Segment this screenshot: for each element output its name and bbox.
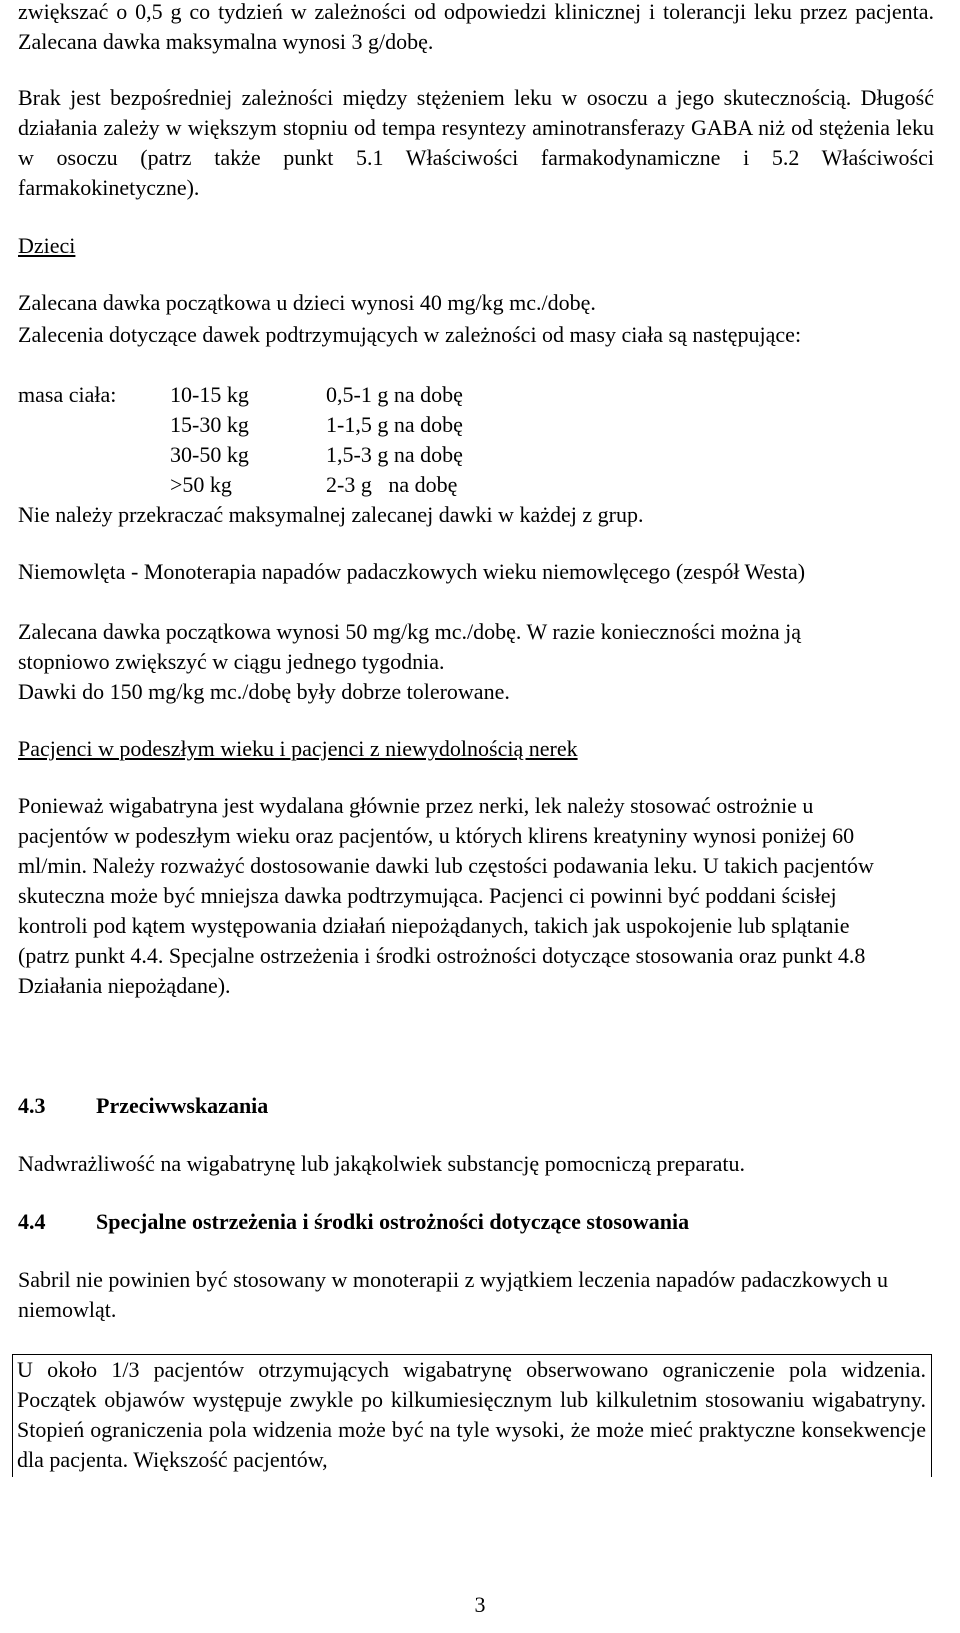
section-heading-4-4 [18, 1207, 689, 1237]
contraindications-text: Nadwrażliwość na wigabatrynę lub jakąkolwiek substancję pomocniczą preparatu. [18, 1151, 745, 1176]
table-row [18, 380, 463, 410]
heading-children: Dzieci [18, 233, 76, 258]
table-row [18, 470, 463, 500]
heading-elderly-renal: Pacjenci w podeszłym wieku i pacjenci z niewydolnością nerek [18, 736, 578, 761]
heading-infants: Niemowlęta - Monoterapia napadów padaczkowych wieku niemowlęcego (zespół Westa) [18, 559, 806, 584]
page-number: 3 [474, 1592, 486, 1617]
section-heading-4-3 [18, 1091, 268, 1121]
section-title: Specjalne ostrzeżenia i środki ostrożności dotyczące stosowania [96, 1209, 690, 1234]
elderly-paragraph: Ponieważ wigabatryna jest wydalana głównie przez nerki, lek należy stosować ostrożnie u pacjentów w podeszłym wieku oraz pacjentów, u których klirens kreatyniny wynosi poniżej 60 ml/min. Należy rozważyć dostosowanie dawki lub częstości podawania leku. U takich pacjentów skuteczna może być mniejsza dawka podtrzymująca. Pacjenci ci powinni być poddani ścisłej kontroli pod kątem występowania działań niepożądanych, takich jak uspokojenie lub splątanie (patrz punkt 4.4. Specjalne ostrzeżenia i środki ostrożności dotyczące stosowania oraz punkt 4.8 Działania niepożądane). [18, 793, 874, 998]
children-max-note: Nie należy przekraczać maksymalnej zalecanej dawki w każdej z grup. [18, 502, 644, 527]
weight-label: masa ciała: [18, 382, 117, 407]
mass-cell: >50 kg [170, 472, 232, 497]
dose-cell: 1,5-3 g na dobę [326, 442, 463, 467]
boxed-warning [12, 1354, 932, 1477]
mass-cell: 10-15 kg [170, 382, 249, 407]
dose-cell: 1-1,5 g na dobę [326, 412, 463, 437]
section-title: Przeciwwskazania [96, 1093, 269, 1118]
mass-cell: 30-50 kg [170, 442, 249, 467]
table-row [18, 410, 463, 440]
section-number: 4.3 [18, 1093, 46, 1118]
infants-tolerance-line: Dawki do 150 mg/kg mc./dobę były dobrze tolerowane. [18, 679, 510, 704]
boxed-warning-text: U około 1/3 pacjentów otrzymujących wigabatrynę obserwowano ograniczenie pola widzenia. Początek objawów występuje zwykle po kilkumiesięcznym lub kilkuletnim stosowaniu wigabatryny. Stopień ograniczenia pola widzenia może być na tyle wysoki, że może mieć praktyczne konsekwencje dla pacjenta. Większość pacjentów, [17, 1357, 926, 1472]
section-number: 4.4 [18, 1209, 46, 1234]
monotherapy-note: Sabril nie powinien być stosowany w monoterapii z wyjątkiem leczenia napadów padaczkowych u niemowląt. [18, 1267, 888, 1322]
dose-cell: 2-3 g na dobę [326, 472, 458, 497]
mass-cell: 15-30 kg [170, 412, 249, 437]
weight-dose-table [18, 380, 463, 500]
paragraph-dose-increase: zwiększać o 0,5 g co tydzień w zależności od odpowiedzi klinicznej i tolerancji leku przez pacjenta. Zalecana dawka maksymalna wynosi 3 g/dobę. [18, 0, 934, 54]
infants-dose-line: Zalecana dawka początkowa wynosi 50 mg/kg mc./dobę. W razie konieczności można ją stopniowo zwiększyć w ciągu jednego tygodnia. [18, 619, 801, 674]
paragraph-plasma-concentration: Brak jest bezpośredniej zależności między stężeniem leku w osoczu a jego skutecznością. Długość działania zależy w większym stopniu od tempa resyntezy aminotransferazy GABA niż od stężenia leku w osoczu (patrz także punkt 5.1 Właściwości farmakodynamiczne i 5.2 Właściwości farmakokinetyczne). [18, 85, 934, 200]
children-initial-dose: Zalecana dawka początkowa u dzieci wynosi 40 mg/kg mc./dobę. [18, 290, 596, 315]
children-maintenance-intro: Zalecenia dotyczące dawek podtrzymujących w zależności od masy ciała są następujące: [18, 322, 802, 347]
table-row [18, 440, 463, 470]
dose-cell: 0,5-1 g na dobę [326, 382, 463, 407]
